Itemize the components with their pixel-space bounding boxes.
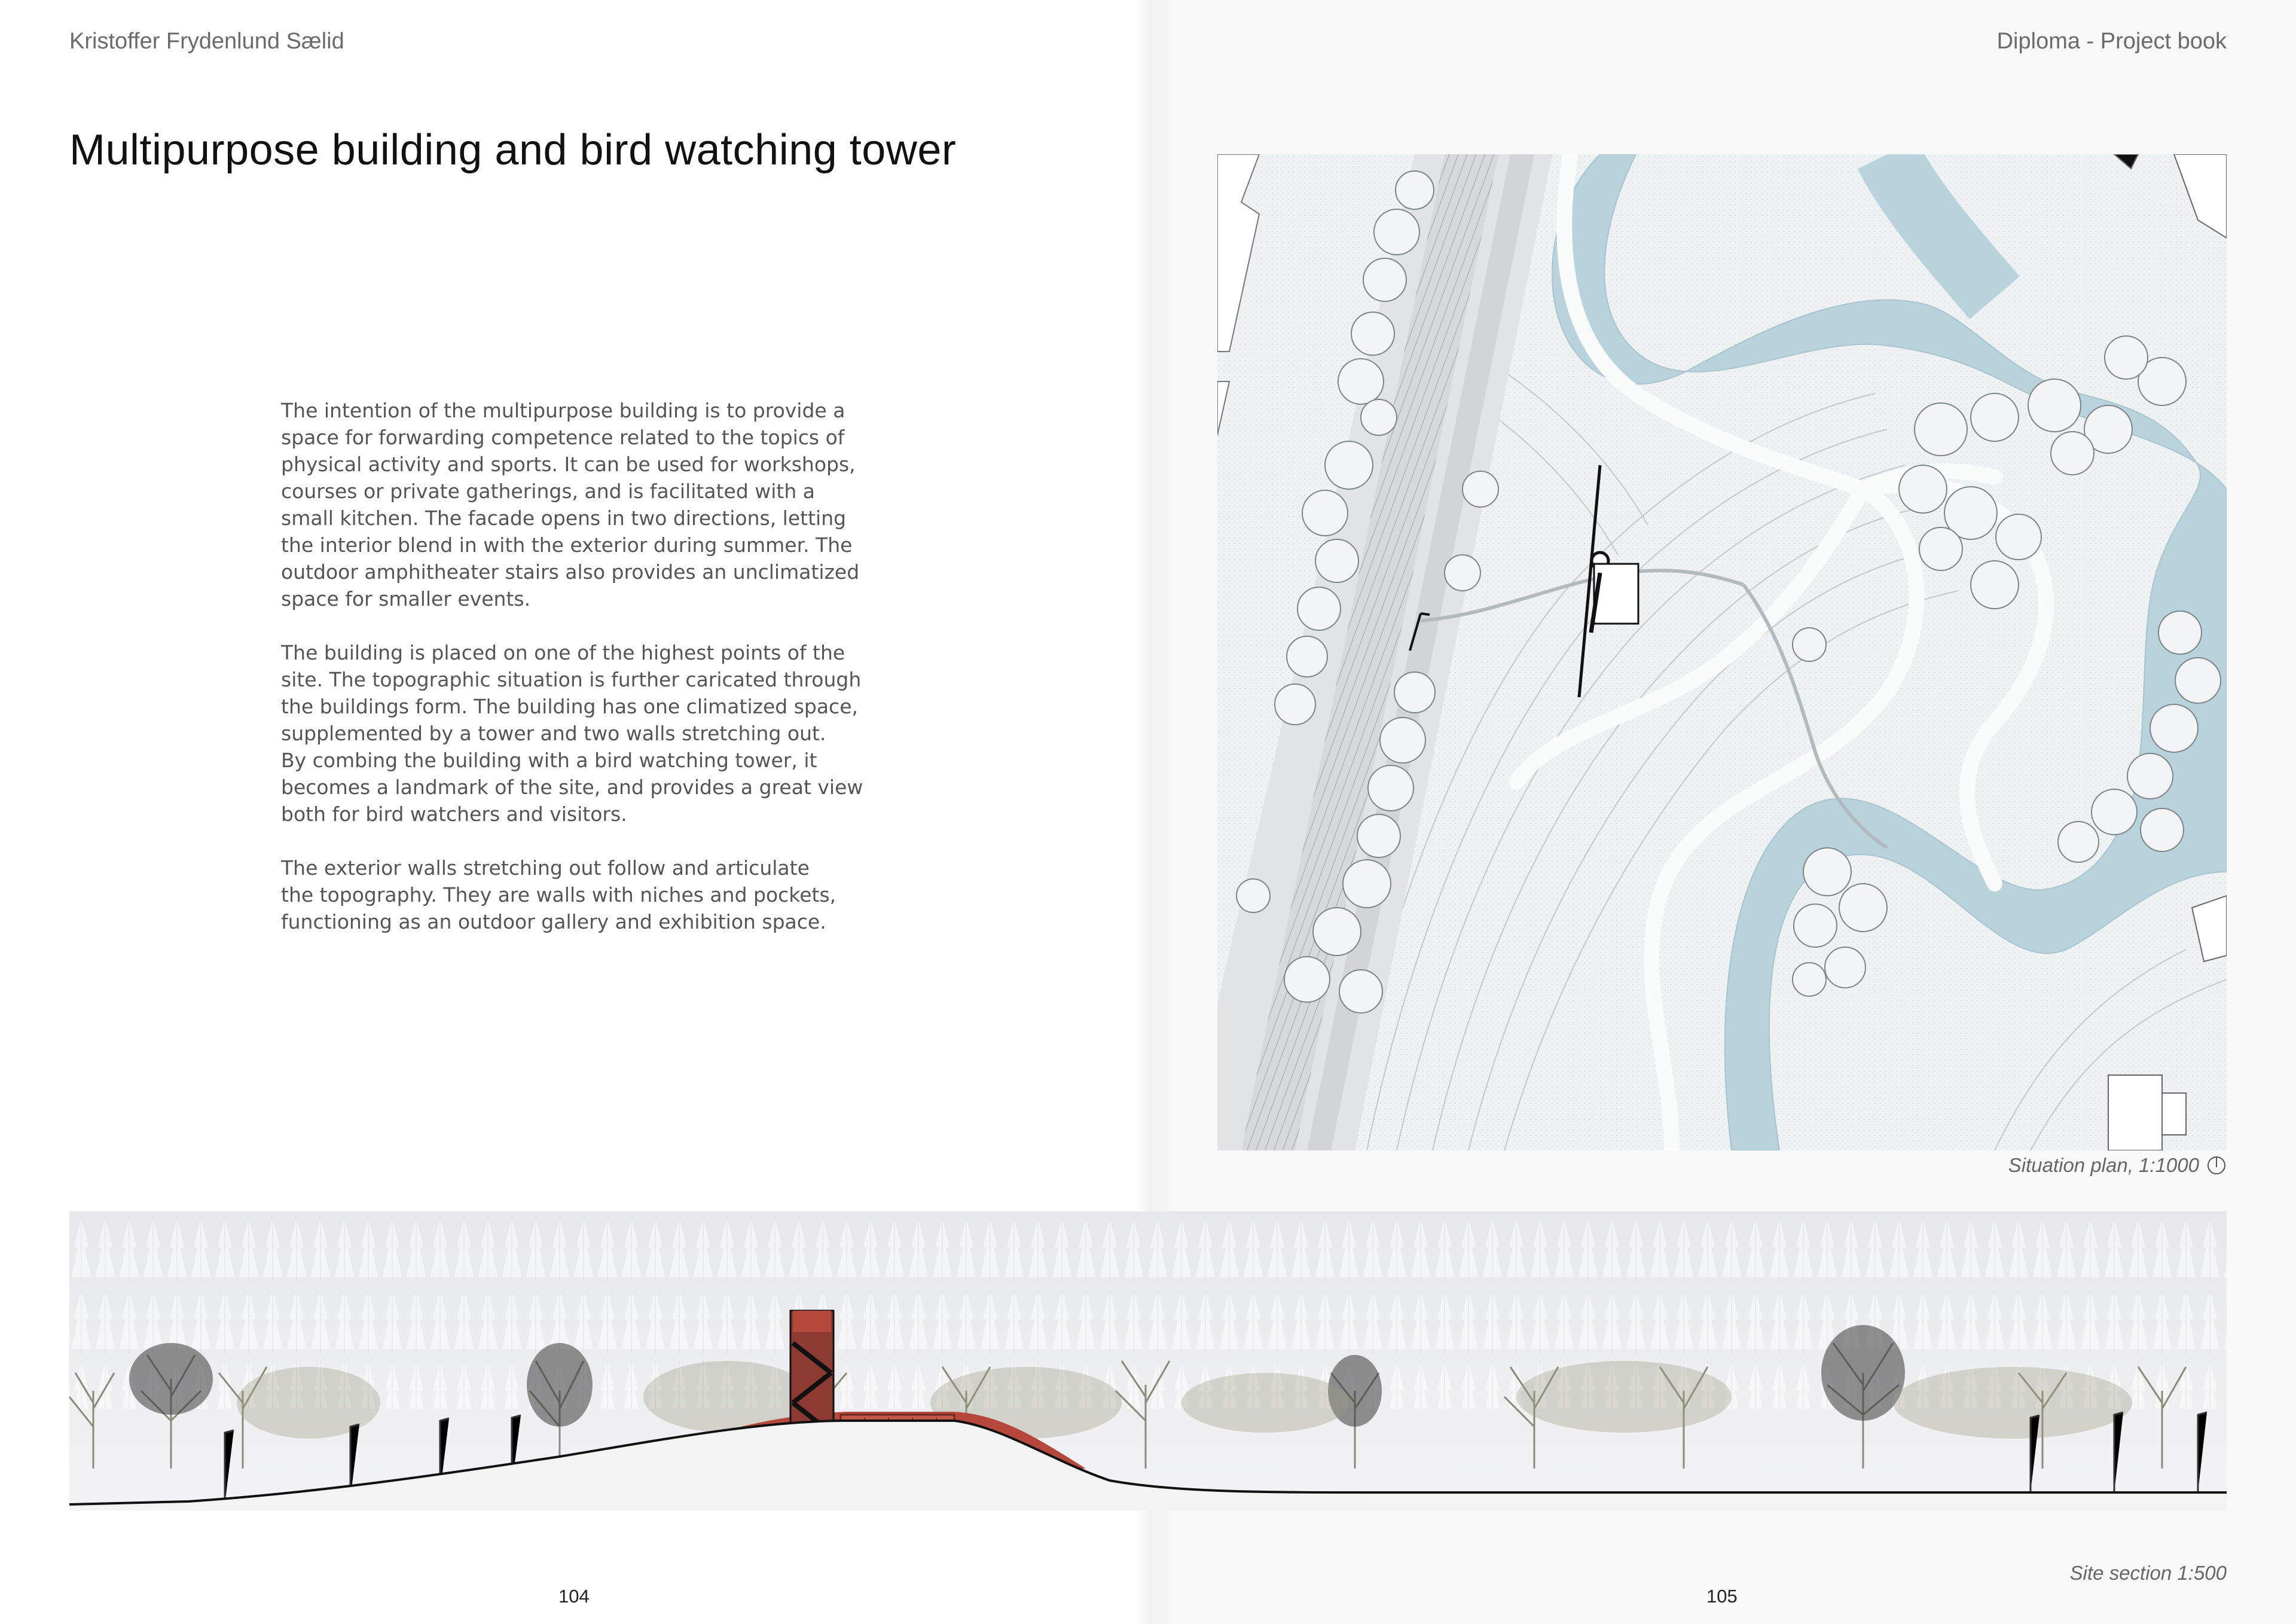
situation-plan-drawing <box>1217 154 2227 1150</box>
paragraph-walls: The exterior walls stretching out follow and articulate the topography. They are walls with niches and pockets, functioning as an outdoor gallery and exhibition space. <box>281 856 836 933</box>
left-page-number: 104 <box>558 1586 590 1607</box>
north-arrow-icon <box>2206 1155 2227 1176</box>
book-title: Diploma - Project book <box>1996 29 2227 54</box>
body-text <box>281 397 879 962</box>
paragraph-intention: The intention of the multipurpose building is to provide a space for forwarding competence related to the topics of physical activity and sports. It can be used for workshops, courses or private gatherings, and is facilitated with a small kitchen. The facade opens in two directions, letting the interior blend in with the exterior during summer. The outdoor amphitheater stairs also provides an unclimatized space for smaller events. <box>281 399 860 610</box>
situation-plan-caption <box>2008 1154 2227 1177</box>
page-title: Multipurpose building and bird watching tower <box>69 126 957 175</box>
site-section-caption: Site section 1:500 <box>2069 1562 2227 1584</box>
paragraph-placement: The building is placed on one of the highest points of the site. The topographic situation is further caricated through the buildings form. The building has one climatized space, supplemented by a tower and two walls stretching out. By combing the building with a bird watching tower, it becomes a landmark of the site, and provides a great view both for bird watchers and visitors. <box>281 641 863 826</box>
right-page-number: 105 <box>1706 1586 1738 1607</box>
situation-plan-caption-text: Situation plan, 1:1000 <box>2008 1154 2199 1176</box>
author-name: Kristoffer Frydenlund Sælid <box>69 29 344 54</box>
site-section-drawing <box>69 1211 2227 1510</box>
